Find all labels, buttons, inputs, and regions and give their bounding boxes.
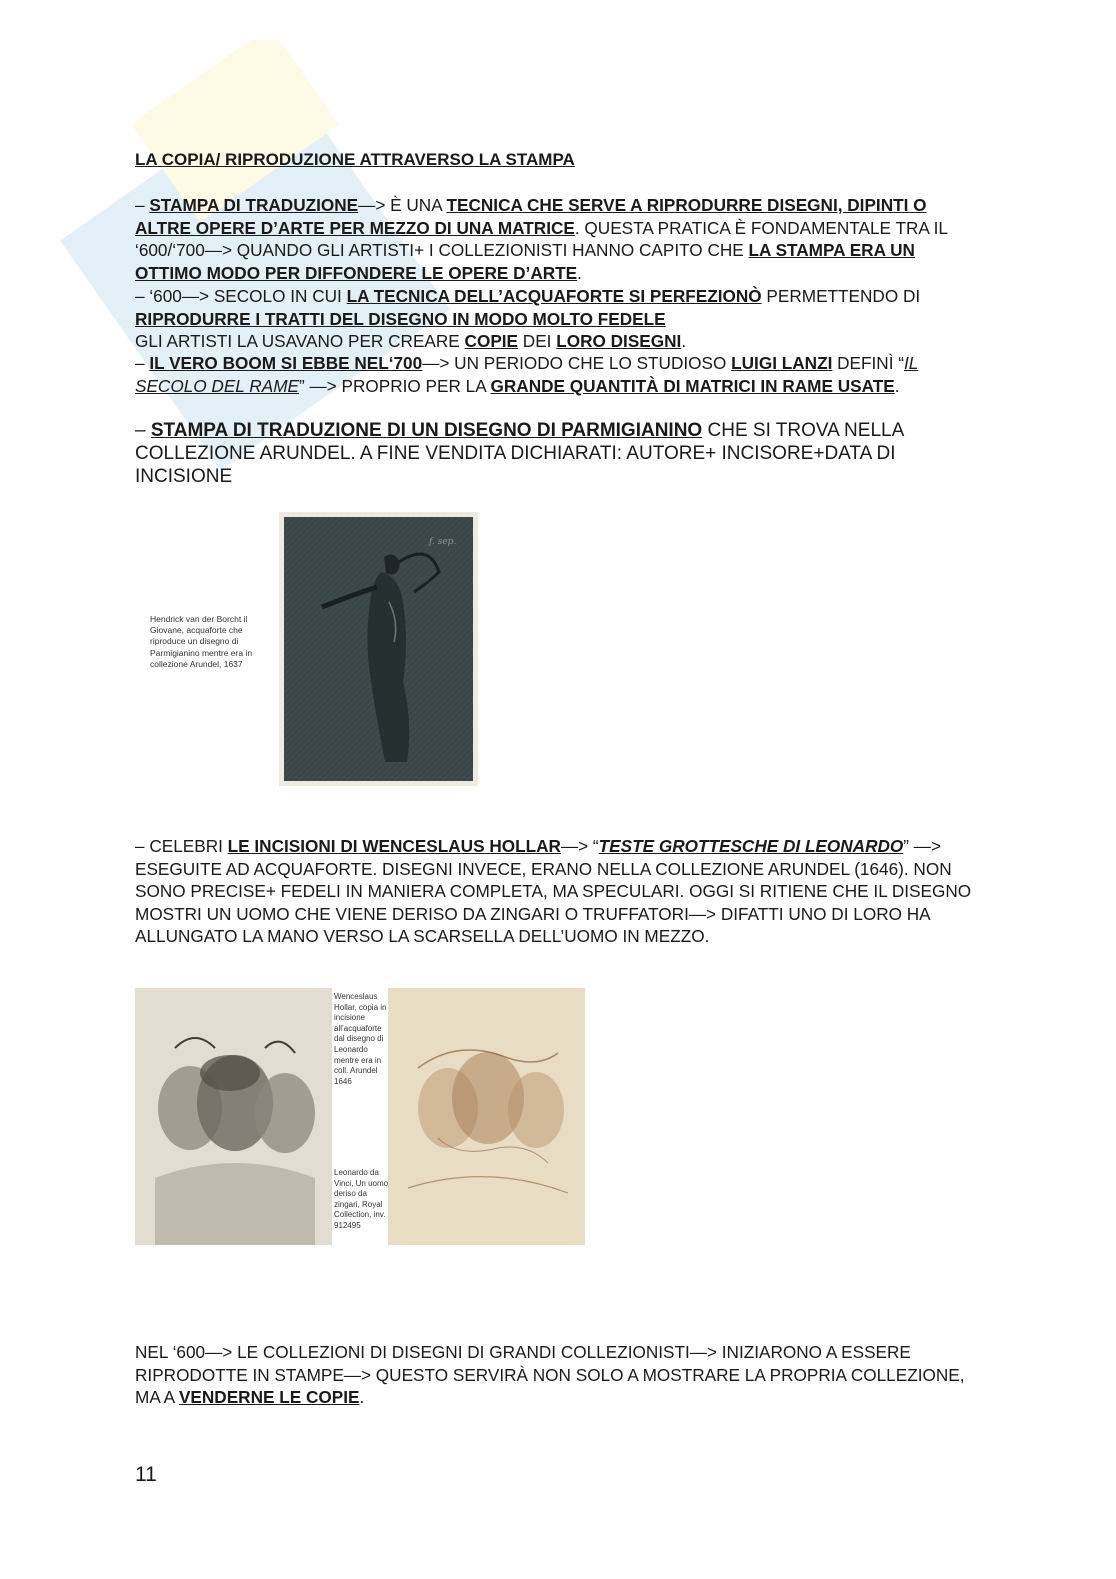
paragraph-stampa-traduzione [135, 194, 985, 284]
text-span: . [681, 331, 687, 351]
paragraph-parmigianino [135, 419, 985, 488]
text-span: . [577, 262, 582, 283]
keyword: VENDERNE LE COPIE [178, 1387, 360, 1408]
paragraph-artisti [135, 330, 985, 353]
text-span: —> “ [560, 836, 599, 856]
text-span: —> UN PERIODO CHE LO STUDIOSO [422, 353, 732, 373]
text-span: NEL ‘600—> LE COLLEZIONI DI DISEGNI DI GRANDI COLLEZIONISTI—> INIZIARONO A ESSERE RIPRODOTTE IN STAMPE—> QUESTO SERVIRÀ NON SOLO A MOSTRARE LA PROPRIA COLLEZIONE, MA A [135, 1342, 965, 1408]
text-span: CHE SI TROVA NELLA COLLEZIONE ARUNDEL. A FINE VENDITA DICHIARATI: AUTORE+ INCISORE+DATA DI INCISIONE [135, 420, 904, 487]
text-span: ” —> PROPRIO PER LA [298, 375, 491, 396]
text-span: – CELEBRI [135, 836, 228, 856]
figure-caption-leonardo: Leonardo da Vinci, Un uomo deriso da zingari, Royal Collection, inv. 912495 [334, 1168, 389, 1230]
text-span: —> È UNA [358, 195, 447, 215]
figure-caption-parmigianino: Hendrick van der Borcht il Giovane, acquaforte che riproduce un disegno di Parmigianino mentre era in collezione Arundel, 1637 [150, 614, 253, 669]
keyword-italic: IL SECOLO DEL RAME [135, 353, 919, 396]
text-span: – ‘600—> SECOLO IN CUI [135, 286, 347, 306]
text-span: . [359, 1387, 365, 1408]
keyword: LA TECNICA DELL’ACQUAFORTE SI PERFEZIONÒ [346, 286, 762, 306]
text-span: ” —> ESEGUITE AD ACQUAFORTE. DISEGNI INVECE, ERANO NELLA COLLEZIONE ARUNDEL (1646). NON SONO PRECISE+ FEDELI IN MANIERA COMPLETA, MA SPECULARI. OGGI SI RITIENE CHE IL DISEGNO MOSTRI UN UOMO CHE VIENE DERISO DA ZINGARI O TRUFFATORI—> DIFATTI UNO DI LORO HA ALLUNGATO LA MANO VERSO LA SCARSELLA DELL’UOMO IN MEZZO. [135, 836, 972, 947]
leonardo-drawing-image [388, 988, 585, 1245]
text-span: GLI ARTISTI LA USAVANO PER CREARE [135, 331, 465, 351]
figure-caption-hollar: Wenceslaus Hollar, copia in incisione all’acquaforte dal disegno di Leonardo mentre era in coll. Arundel 1646 [334, 992, 387, 1086]
keyword: LE INCISIONI DI WENCESLAUS HOLLAR [227, 836, 561, 856]
keyword: LA STAMPA ERA UN OTTIMO MODO PER DIFFONDERE LE OPERE D’ARTE [135, 240, 915, 283]
svg-text:f. sep.: f. sep. [429, 537, 457, 547]
page-number: 11 [135, 1463, 157, 1486]
text-span: – [135, 195, 150, 215]
keyword: GRANDE QUANTITÀ DI MATRICI IN RAME USATE [490, 375, 895, 396]
keyword: IL VERO BOOM SI EBBE NEL‘700 [149, 353, 423, 373]
paragraph-boom-700 [135, 352, 985, 397]
page-title: LA COPIA/ RIPRODUZIONE ATTRAVERSO LA STAMPA [135, 150, 575, 169]
hollar-engraving-image [135, 988, 332, 1245]
keyword-italic: TESTE GROTTESCHE DI LEONARDO [598, 836, 904, 856]
text-span: – [135, 353, 150, 373]
keyword: RIPRODURRE I TRATTI DEL DISEGNO IN MODO MOLTO FEDELE [135, 308, 666, 329]
text-span: – [135, 420, 151, 441]
text-span: PERMETTENDO DI [761, 286, 921, 306]
text-span: DEI [518, 331, 557, 351]
text-span: . QUESTA PRATICA È FONDAMENTALE TRA IL ‘600/‘700—> QUANDO GLI ARTISTI+ I COLLEZIONISTI HANNO CAPITO CHE [135, 217, 948, 261]
text-span: DEFINÌ “ [832, 353, 904, 373]
paragraph-acquaforte [135, 285, 985, 330]
keyword: STAMPA DI TRADUZIONE DI UN DISEGNO DI PARMIGIANINO [150, 420, 703, 441]
keyword: LUIGI LANZI [731, 353, 833, 373]
paragraph-collezioni-600 [135, 1341, 985, 1409]
keyword: STAMPA DI TRADUZIONE [149, 195, 359, 215]
paragraph-hollar [135, 835, 985, 948]
keyword: TECNICA CHE SERVE A RIPRODURRE DISEGNI, DIPINTI O ALTRE OPERE D’ARTE PER MEZZO DI UNA MATRICE [135, 195, 927, 238]
keyword: COPIE [464, 331, 519, 351]
parmigianino-etching-image [279, 512, 478, 786]
text-span: . [894, 375, 900, 396]
keyword: LORO DISEGNI [556, 331, 682, 351]
